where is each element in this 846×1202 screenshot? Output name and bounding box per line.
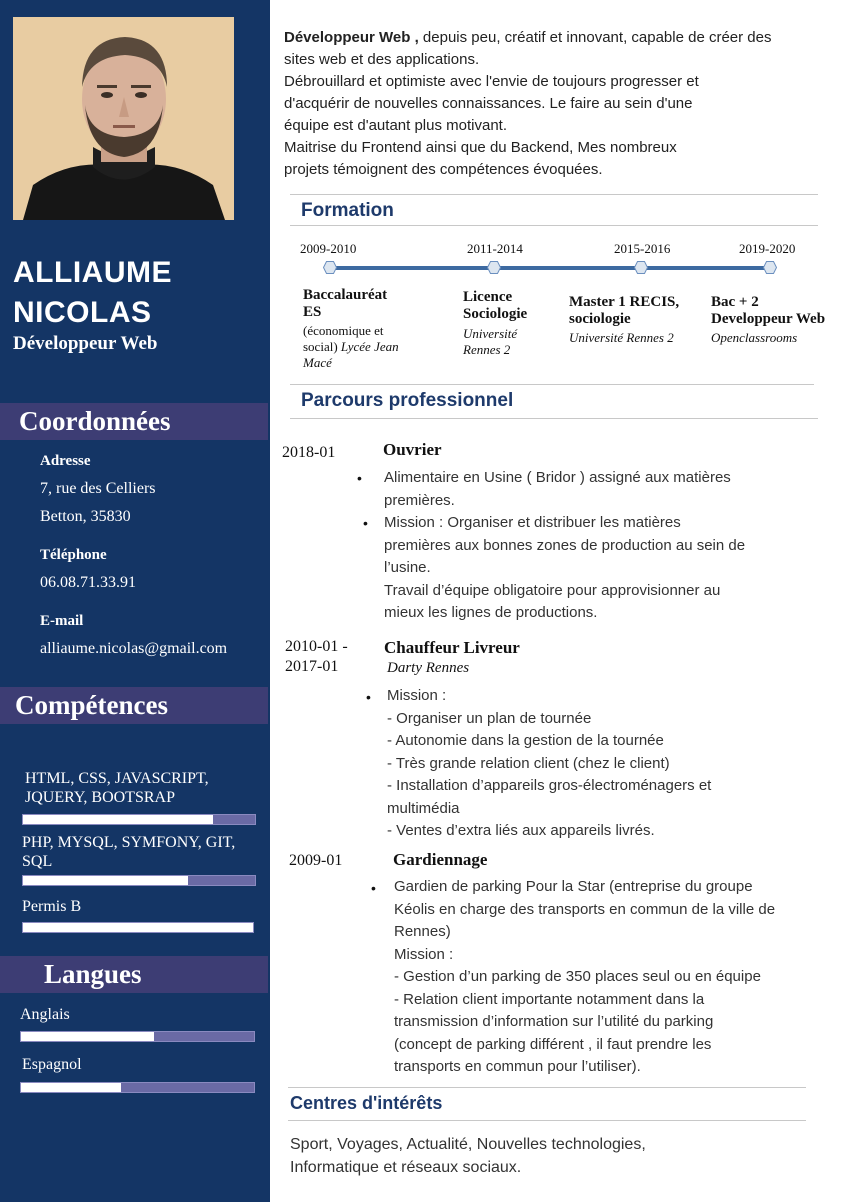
phone-label: Téléphone bbox=[40, 547, 107, 563]
experience-title: Chauffeur Livreur bbox=[384, 638, 520, 657]
language-label: Anglais bbox=[20, 1006, 70, 1023]
divider bbox=[290, 418, 818, 419]
divider bbox=[290, 225, 818, 226]
description-line: - Ventes d’extra liés aux appareils livrés. bbox=[387, 822, 655, 839]
description-line: Gardien de parking Pour la Star (entreprise du groupe bbox=[394, 878, 753, 895]
divider bbox=[288, 1120, 806, 1121]
language-bar-fill bbox=[21, 1032, 154, 1041]
interests-line: Sport, Voyages, Actualité, Nouvelles technologies, bbox=[290, 1136, 646, 1153]
intro-line: d'acquérir de nouvelles connaissances. Le faire au sein d'une bbox=[284, 95, 693, 112]
formation-school: Rennes 2 bbox=[463, 342, 511, 357]
experience-title: Ouvrier bbox=[383, 440, 442, 459]
bullet: • bbox=[357, 470, 362, 486]
formation-school: Openclassrooms bbox=[711, 330, 798, 345]
intro-line: Débrouillard et optimiste avec l'envie de toujours progresser et bbox=[284, 73, 699, 90]
formation-detail bbox=[569, 330, 674, 346]
experience-title: Gardiennage bbox=[393, 850, 488, 869]
interests-text bbox=[290, 1133, 646, 1179]
formation-title-line: ES bbox=[303, 304, 322, 320]
experience-description bbox=[394, 876, 775, 1079]
divider bbox=[290, 384, 814, 385]
description-line: multimédia bbox=[387, 799, 460, 817]
formation-title bbox=[569, 294, 679, 328]
timeline-node bbox=[323, 261, 337, 274]
formation-school: Lycée Jean bbox=[337, 339, 399, 354]
description-line: - Très grande relation client (chez le client) bbox=[387, 754, 670, 772]
formation-title-line: Bac + 2 bbox=[711, 294, 759, 310]
formation-heading: Formation bbox=[301, 200, 394, 221]
timeline-node bbox=[634, 261, 648, 274]
formation-title-line: Baccalauréat bbox=[303, 287, 388, 303]
description-line: premières aux bonnes zones de production au sein de bbox=[384, 536, 746, 554]
description-line: Alimentaire en Usine ( Bridor ) assigné aux matières bbox=[384, 469, 731, 486]
address-label: Adresse bbox=[40, 453, 91, 469]
timeline-year: 2015-2016 bbox=[614, 241, 671, 256]
intro-paragraph bbox=[284, 27, 772, 181]
timeline-year: 2011-2014 bbox=[467, 241, 523, 256]
interests-line: Informatique et réseaux sociaux. bbox=[290, 1159, 522, 1176]
phone-value: 06.08.71.33.91 bbox=[40, 574, 136, 591]
address-line-1: 7, rue des Celliers bbox=[40, 480, 156, 497]
description-line: Mission : bbox=[394, 945, 454, 963]
formation-title bbox=[303, 287, 387, 321]
formation-title-line: sociologie bbox=[569, 311, 631, 327]
language-bar-fill bbox=[21, 1083, 121, 1092]
description-line: l’usine. bbox=[384, 559, 431, 576]
timeline-year: 2019-2020 bbox=[739, 241, 796, 256]
description-line: Travail d’équipe obligatoire pour approvisionner au bbox=[384, 581, 721, 599]
experience-date-line: 2010-01 - bbox=[285, 638, 348, 655]
description-line: - Gestion d’un parking de 350 places seul ou en équipe bbox=[394, 968, 761, 985]
intro-line: depuis peu, créatif et innovant, capable de créer des bbox=[418, 29, 772, 46]
skill-bar-fill bbox=[23, 923, 253, 932]
description-line: premières. bbox=[384, 491, 455, 509]
description-line: Rennes) bbox=[394, 923, 451, 940]
address-line-2: Betton, 35830 bbox=[40, 508, 131, 525]
description-line: - Installation d’appareils gros-électroménagers et bbox=[387, 777, 712, 794]
intro-line: équipe est d'autant plus motivant. bbox=[284, 117, 508, 134]
skill-bar bbox=[22, 875, 256, 886]
languages-heading: Langues bbox=[0, 956, 268, 993]
experience-date-line: 2017-01 bbox=[285, 658, 339, 675]
experience-description bbox=[384, 512, 745, 625]
formation-title-line: Master 1 RECIS, bbox=[569, 294, 680, 310]
skill-bar bbox=[22, 922, 254, 933]
skill-label: PHP, MYSQL, SYMFONY, GIT, SQL bbox=[22, 834, 236, 870]
timeline-line bbox=[330, 266, 772, 270]
experience-description bbox=[387, 685, 711, 843]
formation-title-line: Licence bbox=[463, 289, 513, 305]
intro-line: sites web et des applications. bbox=[284, 51, 480, 68]
job-title: Développeur Web bbox=[13, 333, 158, 354]
timeline-node bbox=[763, 261, 777, 274]
bullet: • bbox=[363, 515, 368, 531]
skill-label: Permis B bbox=[22, 898, 82, 915]
intro-line: projets témoignent des compétences évoquées. bbox=[284, 161, 603, 178]
description-line: Mission : bbox=[387, 687, 447, 704]
formation-school: Université Rennes 2 bbox=[569, 330, 674, 345]
bullet: • bbox=[371, 880, 376, 896]
first-name: NICOLAS bbox=[13, 296, 152, 329]
formation-timeline bbox=[300, 240, 840, 380]
description-line: Mission : Organiser et distribuer les matières bbox=[384, 514, 681, 531]
formation-title-line: Developpeur Web bbox=[711, 311, 826, 327]
divider bbox=[288, 1087, 806, 1088]
formation-detail-line: (économique et bbox=[303, 323, 384, 338]
last-name: ALLIAUME bbox=[13, 256, 172, 289]
skills-heading: Compétences bbox=[0, 687, 268, 724]
language-bar bbox=[20, 1082, 255, 1093]
experience-description bbox=[384, 467, 731, 512]
intro-bold: Développeur Web , bbox=[284, 29, 419, 46]
sidebar bbox=[0, 0, 270, 1202]
formation-detail-line: social) bbox=[303, 339, 338, 354]
description-line: - Organiser un plan de tournée bbox=[387, 709, 592, 727]
description-line: transports en commun pour l’utiliser). bbox=[394, 1058, 641, 1075]
experience-date: 2018-01 bbox=[282, 444, 336, 461]
description-line: (concept de parking différent , il faut prendre les bbox=[394, 1035, 712, 1053]
description-line: mieux les lignes de productions. bbox=[384, 604, 598, 621]
language-label: Espagnol bbox=[22, 1056, 82, 1073]
profile-photo bbox=[13, 17, 234, 220]
bullet: • bbox=[366, 689, 371, 705]
timeline-year: 2009-2010 bbox=[300, 241, 357, 256]
language-bar bbox=[20, 1031, 255, 1042]
description-line: transmission d’information sur l’utilité du parking bbox=[394, 1013, 714, 1030]
timeline-node bbox=[487, 261, 501, 274]
formation-title bbox=[711, 294, 825, 328]
formation-detail bbox=[463, 326, 517, 358]
email-value[interactable]: alliaume.nicolas@gmail.com bbox=[40, 640, 228, 657]
description-line: - Autonomie dans la gestion de la tournée bbox=[387, 732, 664, 749]
experience-heading: Parcours professionnel bbox=[301, 390, 514, 411]
interests-heading: Centres d'intérêts bbox=[290, 1093, 443, 1113]
formation-title bbox=[463, 289, 527, 323]
contact-heading: Coordonnées bbox=[0, 403, 268, 440]
formation-school: Université bbox=[463, 326, 518, 341]
experience-date bbox=[285, 637, 348, 677]
intro-line: Maitrise du Frontend ainsi que du Backend, Mes nombreux bbox=[284, 139, 677, 156]
formation-detail bbox=[303, 323, 423, 371]
formation-school: Macé bbox=[303, 355, 332, 370]
skill-bar bbox=[22, 814, 256, 825]
description-line: Kéolis en charge des transports en commun de la ville de bbox=[394, 900, 776, 918]
email-label: E-mail bbox=[40, 613, 84, 629]
skill-label: HTML, CSS, JAVASCRIPT, JQUERY, BOOTSRAP bbox=[25, 770, 209, 806]
skill-bar-fill bbox=[23, 876, 188, 885]
experience-company: Darty Rennes bbox=[387, 660, 470, 676]
experience-date: 2009-01 bbox=[289, 852, 343, 869]
divider bbox=[290, 194, 818, 195]
description-line: - Relation client importante notamment dans la bbox=[394, 990, 705, 1008]
formation-detail bbox=[711, 330, 797, 346]
formation-title-line: Sociologie bbox=[463, 306, 528, 322]
skill-bar-fill bbox=[23, 815, 213, 824]
